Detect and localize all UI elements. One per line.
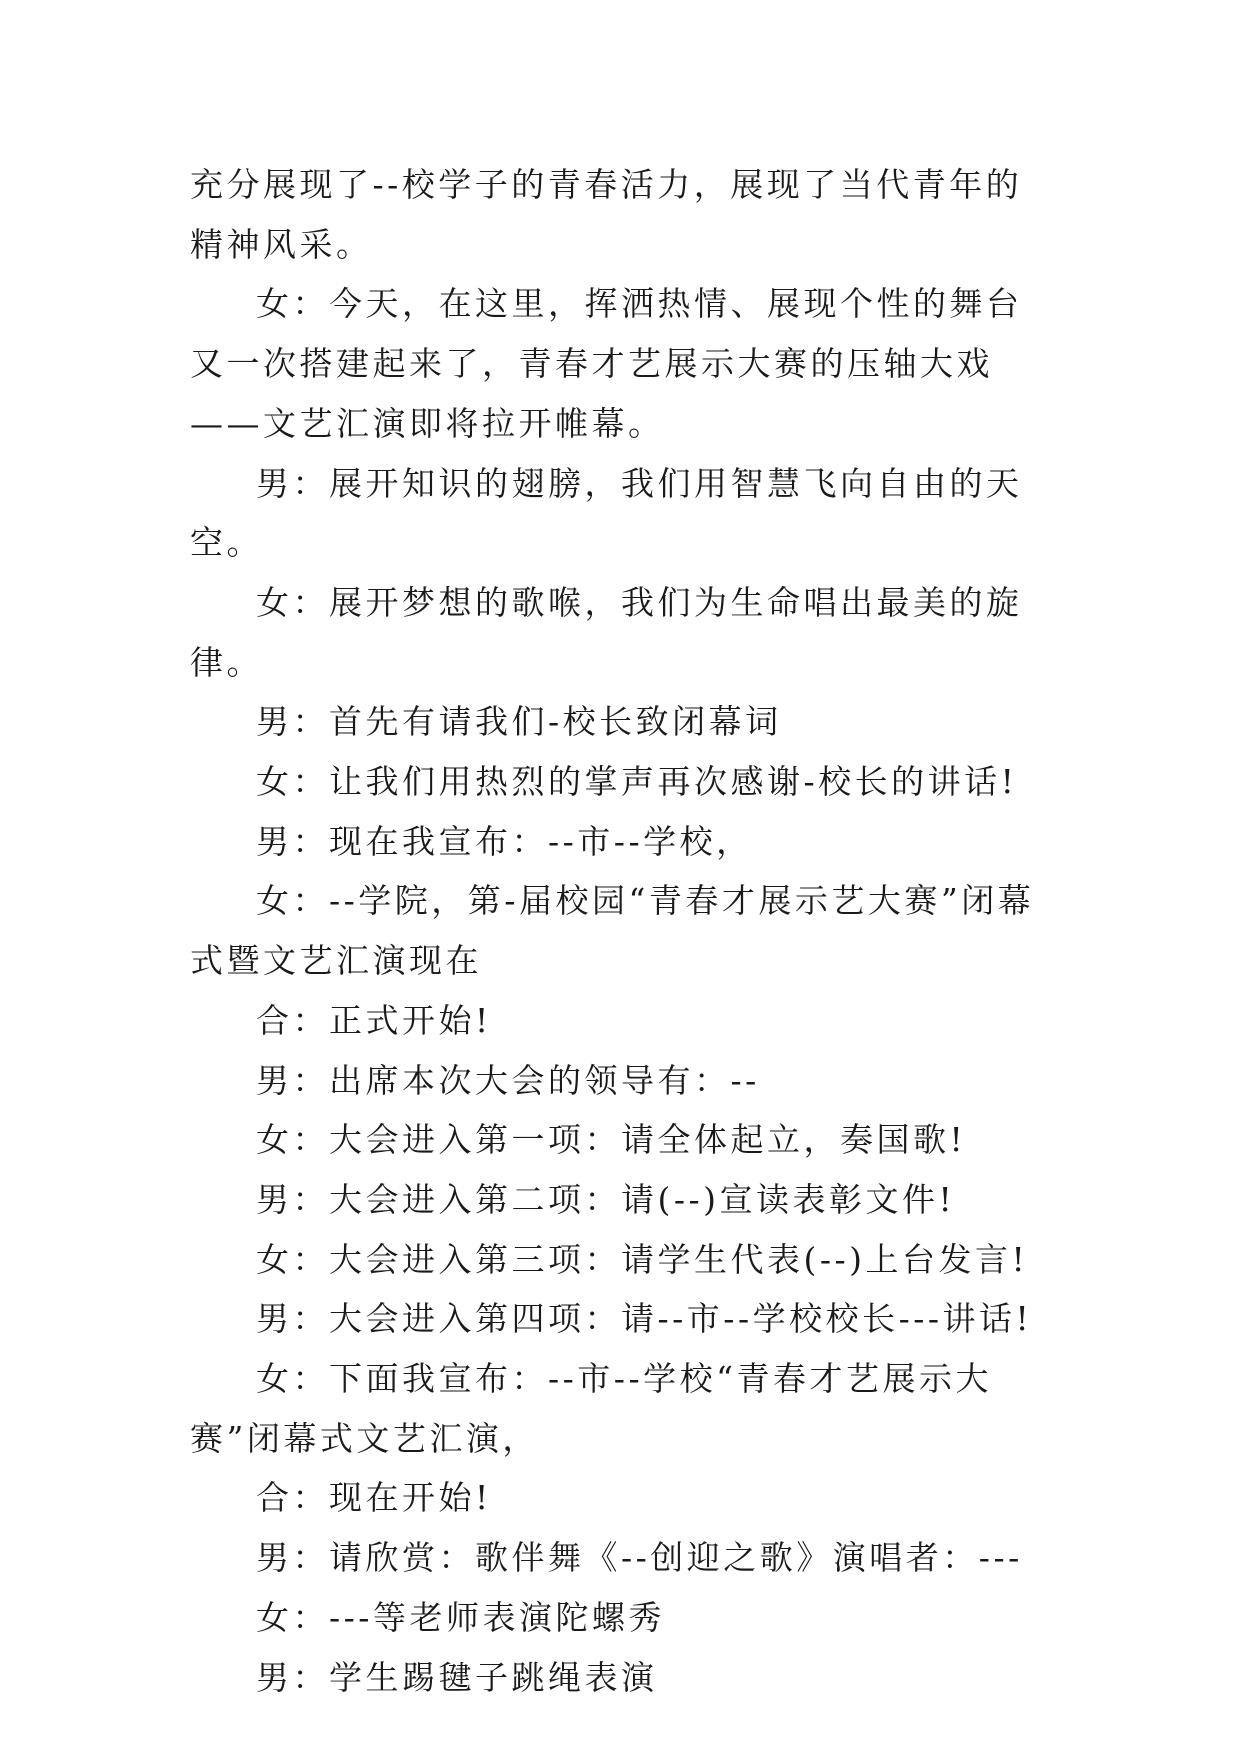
paragraph: 合：现在开始!: [256, 1478, 492, 1518]
paragraph: 男：首先有请我们-校长致闭幕词: [256, 702, 782, 742]
paragraph: 女：展开梦想的歌喉，我们为生命唱出最美的旋律。: [190, 582, 1023, 682]
paragraph: 合：正式开始!: [256, 1000, 492, 1040]
paragraph: 男：大会进入第四项：请--市--学校校长---讲话!: [256, 1299, 1033, 1339]
paragraph: 女：让我们用热烈的掌声再次感谢-校长的讲话!: [256, 762, 1018, 802]
paragraph: 男：出席本次大会的领导有：--: [256, 1060, 760, 1100]
paragraph: 男：学生踢毽子跳绳表演: [256, 1657, 658, 1697]
paragraph: 男：大会进入第二项：请(--)宣读表彰文件!: [256, 1179, 956, 1219]
paragraph: 女：大会进入第三项：请学生代表(--)上台发言!: [256, 1239, 1029, 1279]
paragraph: 男：请欣赏：歌伴舞《--创迎之歌》演唱者：---: [256, 1538, 1023, 1578]
paragraph: 女：下面我宣布：--市--学校“青春才艺展示大赛”闭幕式文艺汇演，: [190, 1359, 992, 1458]
document-body: [190, 155, 1050, 1707]
paragraph: 女：---等老师表演陀螺秀: [256, 1597, 665, 1637]
paragraph: 男：展开知识的翅膀，我们用智慧飞向自由的天空。: [190, 463, 1023, 563]
paragraph: 女：大会进入第一项：请全体起立，奏国歌!: [256, 1120, 967, 1160]
paragraph: 女：今天，在这里，挥洒热情、展现个性的舞台又一次搭建起来了，青春才艺展示大赛的压轴大戏——文艺汇演即将拉开帷幕。: [190, 284, 1023, 443]
paragraph: 女：--学院，第-届校园“青春才展示艺大赛”闭幕式暨文艺汇演现在: [190, 881, 1035, 981]
paragraph-continuation: 充分展现了--校学子的青春活力，展现了当代青年的精神风采。: [190, 165, 1023, 264]
paragraph: 男：现在我宣布：--市--学校，: [256, 821, 753, 861]
